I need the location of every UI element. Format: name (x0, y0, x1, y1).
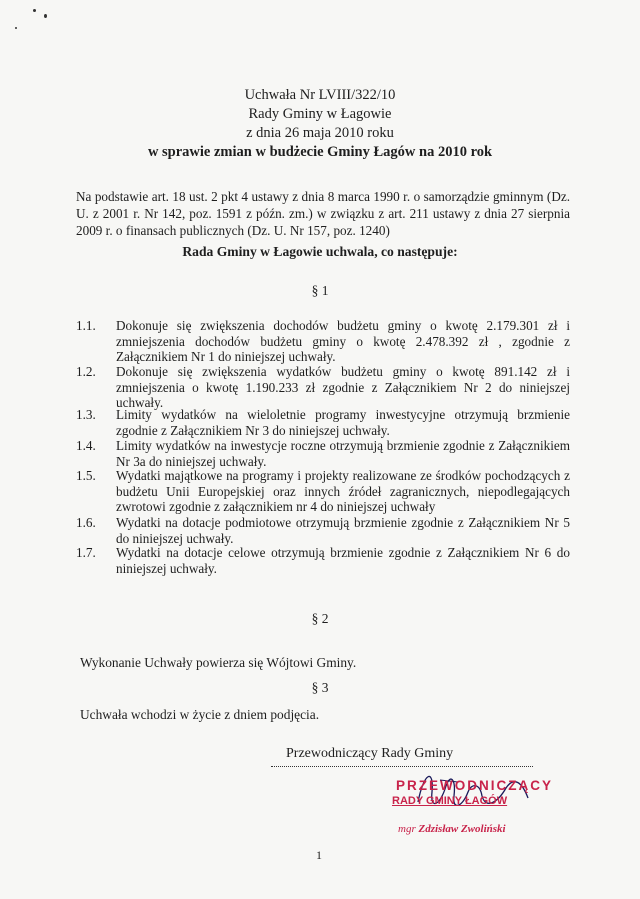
resolves-line: Rada Gminy w Łagowie uchwala, co następuje: (182, 244, 458, 259)
item-text: Dokonuje się zwiększenia dochodów budżetu gminy o kwotę 2.179.301 zł i zmniejszenia dochodów budżetu gminy o kwotę 2.478.392 zł , zgodnie z Załącznikiem Nr 1 do niniejszej uchwały. (116, 318, 570, 365)
resolution-date: z dnia 26 maja 2010 roku (246, 125, 394, 141)
item-number: 1.4. (76, 438, 96, 453)
item-number: 1.7. (76, 545, 96, 560)
item-text: Dokonuje się zwiększenia wydatków budżetu gminy o kwotę 891.142 zł i zmniejszenia o kwotę 1.190.233 zł zgodnie z Załącznikiem Nr 2 do niniejszej uchwały. (116, 364, 570, 411)
scan-speck (44, 14, 47, 18)
stamp-signer-name: Zdzisław Zwoliński (418, 823, 506, 835)
item-text: Wydatki majątkowe na programy i projekty realizowane ze środków pochodzących z budżetu Unii Europejskiej oraz innych źródeł zagranicznych, niepodlegających zwrotowi zgodnie z załącznikiem nr 4 do niniejszej uchwały (116, 468, 570, 515)
item-text: Wydatki na dotacje podmiotowe otrzymują brzmienie zgodnie z Załącznikiem Nr 5 do niniejszej uchwały. (116, 515, 570, 546)
item-number: 1.5. (76, 468, 96, 483)
list-item (76, 364, 570, 411)
item-number: 1.2. (76, 364, 96, 379)
stamp-line-1: PRZEWODNICZĄCY (396, 778, 553, 793)
item-number: 1.3. (76, 407, 96, 422)
council-name: Rady Gminy w Łagowie (248, 106, 392, 122)
legal-basis: Na podstawie art. 18 ust. 2 pkt 4 ustawy z dnia 8 marca 1990 r. o samorządzie gminnym (Dz. U. z 2001 r. Nr 142, poz. 1591 z późn. zm.) w związku z art. 211 ustawy z dnia 27 sierpnia 2009 r. o finansach publicznych (Dz. U. Nr 157, poz. 1240) (76, 189, 570, 238)
item-text: Limity wydatków na wieloletnie programy inwestycyjne otrzymują brzmienie zgodnie z Załącznikiem Nr 3 do niniejszej uchwały. (116, 407, 570, 438)
list-item (76, 515, 570, 546)
list-item (76, 318, 570, 365)
item-text: Wydatki na dotacje celowe otrzymują brzmienie zgodnie z Załącznikiem Nr 6 do niniejszej uchwały. (116, 545, 570, 576)
chairman-title: Przewodniczący Rady Gminy (286, 746, 454, 761)
section-3-text: Uchwała wchodzi w życie z dniem podjęcia. (80, 707, 320, 722)
section-2-label: § 2 (311, 611, 329, 626)
stamp-prefix: mgr (398, 823, 416, 835)
section-2-text: Wykonanie Uchwały powierza się Wójtowi Gminy. (80, 655, 357, 670)
list-item (76, 545, 570, 576)
list-item (76, 468, 570, 515)
page-number: 1 (316, 848, 322, 862)
stamp-line-2: RADY GMINY ŁAGÓW (392, 795, 508, 807)
resolution-title: w sprawie zmian w budżecie Gminy Łagów na 2010 rok (147, 144, 493, 160)
scan-speck (15, 27, 17, 29)
item-text: Limity wydatków na inwestycje roczne otrzymują brzmienie zgodnie z Załącznikiem Nr 3a do niniejszej uchwały. (116, 438, 570, 469)
item-number: 1.1. (76, 318, 96, 333)
stamp-name (398, 823, 506, 835)
handwritten-signature (410, 762, 560, 824)
resolution-number: Uchwała Nr LVIII/322/10 (244, 87, 396, 103)
section-3-label: § 3 (311, 680, 329, 695)
section-1-label: § 1 (311, 283, 329, 298)
item-number: 1.6. (76, 515, 96, 530)
scan-speck (33, 9, 36, 12)
list-item (76, 438, 570, 469)
list-item (76, 407, 570, 438)
